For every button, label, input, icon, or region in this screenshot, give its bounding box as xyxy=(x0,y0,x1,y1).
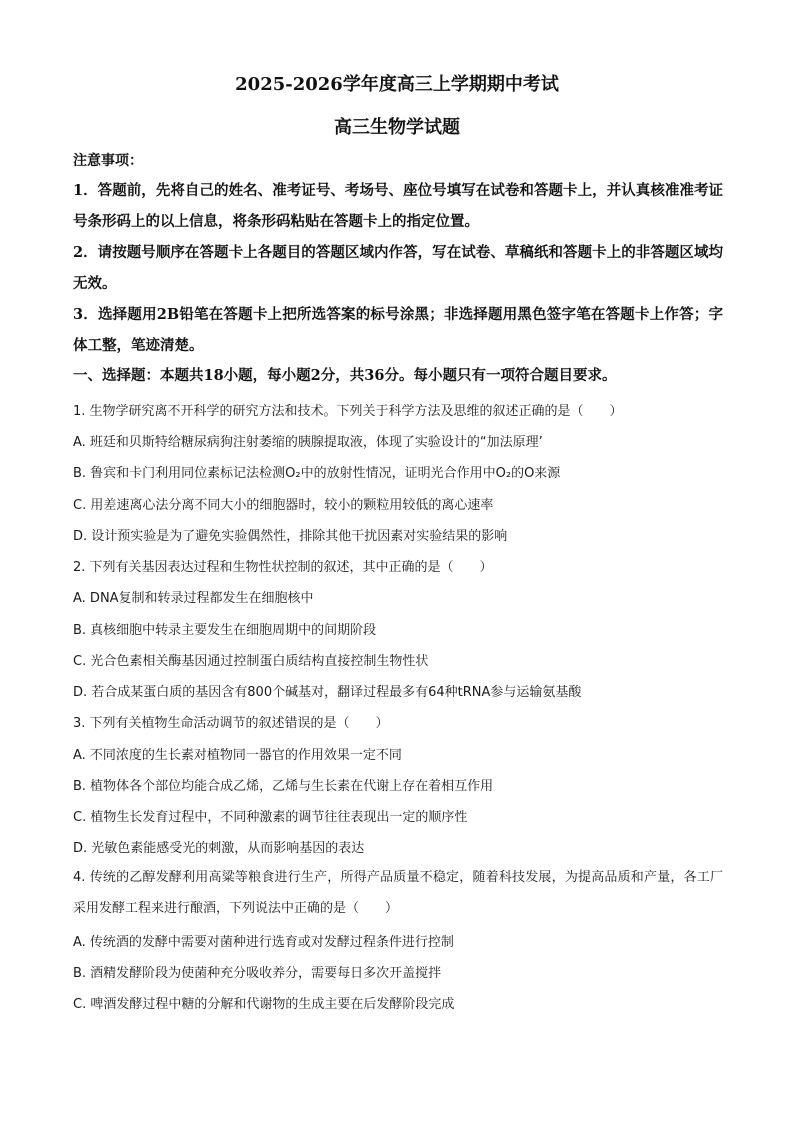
question-1-option-d: D. 设计预实验是为了避免实验偶然性，排除其他干扰因素对实验结果的影响 xyxy=(73,529,508,544)
question-2-option-c: C. 光合色素相关酶基因通过控制蛋白质结构直接控制生物性状 xyxy=(73,654,429,669)
question-1-option-c: C. 用差速离心法分离不同大小的细胞器时，较小的颗粒用较低的离心速率 xyxy=(73,498,494,513)
question-4-option-b: B. 酒精发酵阶段为使菌种充分吸收养分，需要每日多次开盖搅拌 xyxy=(73,966,442,981)
question-4-stem: 4. 传统的乙醇发酵利用高粱等粮食进行生产，所得产品质量不稳定，随着科技发展，为提高品质和产量，各工厂采用发酵工程来进行酿酒，下列说法中正确的是（ ） xyxy=(73,870,723,916)
question-2-option-d: D. 若合成某蛋白质的基因含有800个碱基对，翻译过程最多有64种tRNA参与运输氨基酸 xyxy=(73,685,582,700)
question-3-option-b: B. 植物体各个部位均能合成乙烯，乙烯与生长素在代谢上存在着相互作用 xyxy=(73,779,494,794)
exam-subtitle: 高三生物学试题 xyxy=(334,117,460,138)
question-2-option-a: A. DNA复制和转录过程都发生在细胞核中 xyxy=(73,591,314,606)
notice-item-1: 1．答题前，先将自己的姓名、准考证号、考场号、座位号填写在试卷和答题卡上，并认真核准准考证号条形码上的以上信息，将条形码粘贴在答题卡上的指定位置。 xyxy=(73,182,723,230)
question-3-option-d: D. 光敏色素能感受光的刺激，从而影响基因的表达 xyxy=(73,841,365,856)
question-2-stem: 2. 下列有关基因表达过程和生物性状控制的叙述，其中正确的是（ ） xyxy=(73,560,493,575)
question-4-option-a: A. 传统酒的发酵中需要对菌种进行选育或对发酵过程条件进行控制 xyxy=(73,935,454,950)
exam-title: 2025-2026学年度高三上学期期中考试 xyxy=(235,74,559,95)
question-1-option-b: B. 鲁宾和卡门利用同位素标记法检测O₂中的放射性情况，证明光合作用中O₂的O来源 xyxy=(73,466,561,481)
notice-item-3: 3．选择题用2B铅笔在答题卡上把所选答案的标号涂黑；非选择题用黑色签字笔在答题卡上作答；字体工整，笔迹清楚。 xyxy=(73,306,723,354)
notice-heading: 注意事项： xyxy=(73,153,143,169)
question-3-option-a: A. 不同浓度的生长素对植物同一器官的作用效果一定不同 xyxy=(73,748,402,763)
question-1-stem: 1. 生物学研究离不开科学的研究方法和技术。下列关于科学方法及思维的叙述正确的是（ ） xyxy=(73,404,623,419)
question-2-option-b: B. 真核细胞中转录主要发生在细胞周期中的间期阶段 xyxy=(73,623,377,638)
section-heading: 一、选择题：本题共18小题，每小题2分，共36分。每小题只有一项符合题目要求。 xyxy=(73,367,617,384)
question-3-option-c: C. 植物生长发育过程中，不同种激素的调节往往表现出一定的顺序性 xyxy=(73,810,468,825)
question-3-stem: 3. 下列有关植物生命活动调节的叙述错误的是（ ） xyxy=(73,716,389,731)
notice-item-2: 2．请按题号顺序在答题卡上各题目的答题区域内作答，写在试卷、草稿纸和答题卡上的非答题区域均无效。 xyxy=(73,244,723,292)
question-1-option-a: A. 班廷和贝斯特给糖尿病狗注射萎缩的胰腺提取液，体现了实验设计的“加法原理’ xyxy=(73,435,543,450)
question-4-option-c: C. 啤酒发酵过程中糖的分解和代谢物的生成主要在后发酵阶段完成 xyxy=(73,997,455,1012)
